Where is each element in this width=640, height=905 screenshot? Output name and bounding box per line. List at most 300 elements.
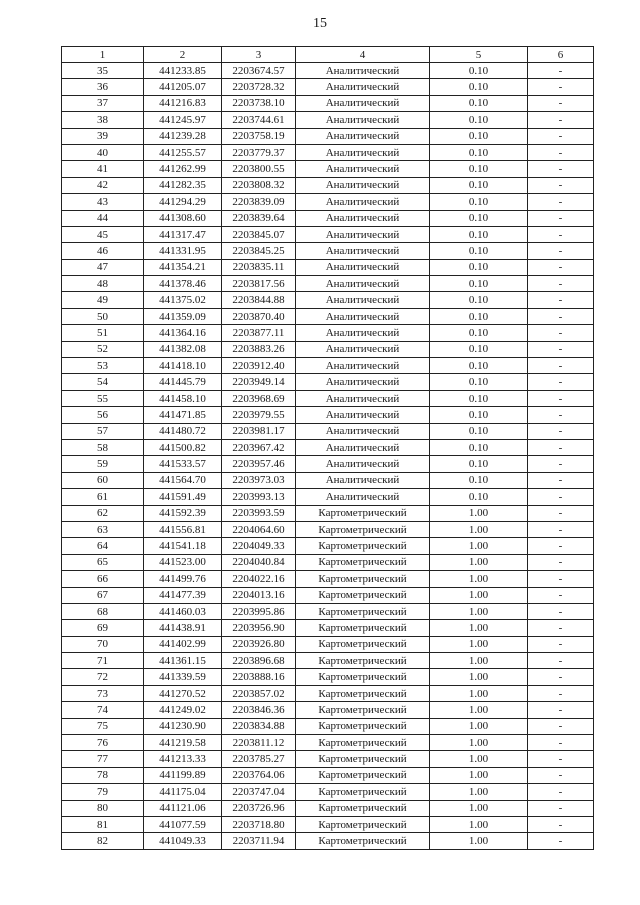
- method-cell: Картометрический: [296, 767, 430, 783]
- x-coordinate-cell: 441523.00: [144, 554, 222, 570]
- table-row: [62, 800, 594, 816]
- note-cell: -: [528, 735, 594, 751]
- x-coordinate-cell: 441382.08: [144, 341, 222, 357]
- y-coordinate-cell: 2203967.42: [222, 439, 296, 455]
- method-cell: Аналитический: [296, 144, 430, 160]
- point-number-cell: 69: [62, 620, 144, 636]
- point-number-cell: 41: [62, 161, 144, 177]
- note-cell: -: [528, 571, 594, 587]
- note-cell: -: [528, 833, 594, 849]
- x-coordinate-cell: 441460.03: [144, 603, 222, 619]
- table-row: [62, 505, 594, 521]
- y-coordinate-cell: 2203926.80: [222, 636, 296, 652]
- accuracy-cell: 1.00: [430, 833, 528, 849]
- method-cell: Картометрический: [296, 620, 430, 636]
- x-coordinate-cell: 441216.83: [144, 95, 222, 111]
- table-row: [62, 718, 594, 734]
- table-row: [62, 767, 594, 783]
- x-coordinate-cell: 441077.59: [144, 816, 222, 832]
- method-cell: Аналитический: [296, 439, 430, 455]
- accuracy-cell: 1.00: [430, 521, 528, 537]
- accuracy-cell: 0.10: [430, 374, 528, 390]
- x-coordinate-cell: 441438.91: [144, 620, 222, 636]
- method-cell: Картометрический: [296, 735, 430, 751]
- x-coordinate-cell: 441556.81: [144, 521, 222, 537]
- accuracy-cell: 1.00: [430, 669, 528, 685]
- accuracy-cell: 1.00: [430, 784, 528, 800]
- x-coordinate-cell: 441239.28: [144, 128, 222, 144]
- table-row: [62, 554, 594, 570]
- table-row: [62, 620, 594, 636]
- note-cell: -: [528, 210, 594, 226]
- method-cell: Аналитический: [296, 128, 430, 144]
- column-header-1: 1: [62, 47, 144, 63]
- point-number-cell: 61: [62, 489, 144, 505]
- point-number-cell: 56: [62, 407, 144, 423]
- table-row: [62, 95, 594, 111]
- column-header-3: 3: [222, 47, 296, 63]
- note-cell: -: [528, 112, 594, 128]
- y-coordinate-cell: 2203877.11: [222, 325, 296, 341]
- y-coordinate-cell: 2203968.69: [222, 390, 296, 406]
- method-cell: Картометрический: [296, 554, 430, 570]
- y-coordinate-cell: 2203834.88: [222, 718, 296, 734]
- y-coordinate-cell: 2203844.88: [222, 292, 296, 308]
- table-row: [62, 128, 594, 144]
- y-coordinate-cell: 2203956.90: [222, 620, 296, 636]
- method-cell: Аналитический: [296, 63, 430, 79]
- x-coordinate-cell: 441564.70: [144, 472, 222, 488]
- accuracy-cell: 0.10: [430, 292, 528, 308]
- column-header-2: 2: [144, 47, 222, 63]
- table-row: [62, 833, 594, 849]
- method-cell: Картометрический: [296, 751, 430, 767]
- y-coordinate-cell: 2203674.57: [222, 63, 296, 79]
- method-cell: Картометрический: [296, 505, 430, 521]
- x-coordinate-cell: 441364.16: [144, 325, 222, 341]
- accuracy-cell: 0.10: [430, 177, 528, 193]
- y-coordinate-cell: 2203747.04: [222, 784, 296, 800]
- accuracy-cell: 0.10: [430, 79, 528, 95]
- method-cell: Картометрический: [296, 587, 430, 603]
- note-cell: -: [528, 358, 594, 374]
- method-cell: Аналитический: [296, 308, 430, 324]
- table-row: [62, 423, 594, 439]
- y-coordinate-cell: 2203846.36: [222, 702, 296, 718]
- method-cell: Аналитический: [296, 194, 430, 210]
- x-coordinate-cell: 441121.06: [144, 800, 222, 816]
- note-cell: -: [528, 489, 594, 505]
- accuracy-cell: 0.10: [430, 210, 528, 226]
- page-number: 15: [313, 16, 327, 31]
- y-coordinate-cell: 2203883.26: [222, 341, 296, 357]
- point-number-cell: 42: [62, 177, 144, 193]
- accuracy-cell: 0.10: [430, 325, 528, 341]
- table-row: [62, 259, 594, 275]
- point-number-cell: 72: [62, 669, 144, 685]
- method-cell: Аналитический: [296, 390, 430, 406]
- x-coordinate-cell: 441262.99: [144, 161, 222, 177]
- y-coordinate-cell: 2203728.32: [222, 79, 296, 95]
- y-coordinate-cell: 2203870.40: [222, 308, 296, 324]
- x-coordinate-cell: 441255.57: [144, 144, 222, 160]
- method-cell: Картометрический: [296, 685, 430, 701]
- y-coordinate-cell: 2203779.37: [222, 144, 296, 160]
- point-number-cell: 77: [62, 751, 144, 767]
- x-coordinate-cell: 441375.02: [144, 292, 222, 308]
- x-coordinate-cell: 441378.46: [144, 276, 222, 292]
- accuracy-cell: 1.00: [430, 685, 528, 701]
- method-cell: Аналитический: [296, 161, 430, 177]
- accuracy-cell: 1.00: [430, 816, 528, 832]
- x-coordinate-cell: 441500.82: [144, 439, 222, 455]
- point-number-cell: 53: [62, 358, 144, 374]
- point-number-cell: 45: [62, 226, 144, 242]
- y-coordinate-cell: 2203800.55: [222, 161, 296, 177]
- table-row: [62, 472, 594, 488]
- y-coordinate-cell: 2204040.84: [222, 554, 296, 570]
- x-coordinate-cell: 441049.33: [144, 833, 222, 849]
- y-coordinate-cell: 2204013.16: [222, 587, 296, 603]
- accuracy-cell: 0.10: [430, 407, 528, 423]
- table-row: [62, 177, 594, 193]
- accuracy-cell: 0.10: [430, 358, 528, 374]
- table-row: [62, 751, 594, 767]
- table-row: [62, 226, 594, 242]
- x-coordinate-cell: 441213.33: [144, 751, 222, 767]
- method-cell: Аналитический: [296, 423, 430, 439]
- table-row: [62, 325, 594, 341]
- point-number-cell: 35: [62, 63, 144, 79]
- x-coordinate-cell: 441317.47: [144, 226, 222, 242]
- x-coordinate-cell: 441354.21: [144, 259, 222, 275]
- point-number-cell: 52: [62, 341, 144, 357]
- y-coordinate-cell: 2203973.03: [222, 472, 296, 488]
- accuracy-cell: 1.00: [430, 505, 528, 521]
- table-row: [62, 390, 594, 406]
- y-coordinate-cell: 2203949.14: [222, 374, 296, 390]
- x-coordinate-cell: 441541.18: [144, 538, 222, 554]
- accuracy-cell: 0.10: [430, 226, 528, 242]
- note-cell: -: [528, 538, 594, 554]
- note-cell: -: [528, 63, 594, 79]
- accuracy-cell: 0.10: [430, 472, 528, 488]
- point-number-cell: 76: [62, 735, 144, 751]
- method-cell: Аналитический: [296, 79, 430, 95]
- x-coordinate-cell: 441339.59: [144, 669, 222, 685]
- method-cell: Аналитический: [296, 407, 430, 423]
- x-coordinate-cell: 441499.76: [144, 571, 222, 587]
- point-number-cell: 81: [62, 816, 144, 832]
- accuracy-cell: 0.10: [430, 128, 528, 144]
- column-header-6: 6: [528, 47, 594, 63]
- table-row: [62, 112, 594, 128]
- x-coordinate-cell: 441219.58: [144, 735, 222, 751]
- point-number-cell: 46: [62, 243, 144, 259]
- point-number-cell: 39: [62, 128, 144, 144]
- y-coordinate-cell: 2203839.64: [222, 210, 296, 226]
- note-cell: -: [528, 620, 594, 636]
- point-number-cell: 78: [62, 767, 144, 783]
- column-header-4: 4: [296, 47, 430, 63]
- table-row: [62, 276, 594, 292]
- point-number-cell: 67: [62, 587, 144, 603]
- method-cell: Аналитический: [296, 210, 430, 226]
- method-cell: Картометрический: [296, 833, 430, 849]
- note-cell: -: [528, 194, 594, 210]
- accuracy-cell: 0.10: [430, 144, 528, 160]
- table-row: [62, 358, 594, 374]
- y-coordinate-cell: 2203808.32: [222, 177, 296, 193]
- note-cell: -: [528, 226, 594, 242]
- x-coordinate-cell: 441359.09: [144, 308, 222, 324]
- note-cell: -: [528, 505, 594, 521]
- note-cell: -: [528, 718, 594, 734]
- method-cell: Аналитический: [296, 95, 430, 111]
- note-cell: -: [528, 702, 594, 718]
- accuracy-cell: 1.00: [430, 702, 528, 718]
- note-cell: -: [528, 128, 594, 144]
- point-number-cell: 80: [62, 800, 144, 816]
- table-row: [62, 816, 594, 832]
- x-coordinate-cell: 441249.02: [144, 702, 222, 718]
- point-number-cell: 50: [62, 308, 144, 324]
- note-cell: -: [528, 407, 594, 423]
- table-row: [62, 685, 594, 701]
- note-cell: -: [528, 456, 594, 472]
- accuracy-cell: 0.10: [430, 308, 528, 324]
- y-coordinate-cell: 2203993.59: [222, 505, 296, 521]
- x-coordinate-cell: 441199.89: [144, 767, 222, 783]
- y-coordinate-cell: 2203912.40: [222, 358, 296, 374]
- table-row: [62, 456, 594, 472]
- x-coordinate-cell: 441418.10: [144, 358, 222, 374]
- table-row: [62, 161, 594, 177]
- note-cell: -: [528, 587, 594, 603]
- method-cell: Картометрический: [296, 538, 430, 554]
- method-cell: Картометрический: [296, 702, 430, 718]
- x-coordinate-cell: 441445.79: [144, 374, 222, 390]
- y-coordinate-cell: 2203839.09: [222, 194, 296, 210]
- x-coordinate-cell: 441592.39: [144, 505, 222, 521]
- x-coordinate-cell: 441205.07: [144, 79, 222, 95]
- method-cell: Аналитический: [296, 259, 430, 275]
- accuracy-cell: 1.00: [430, 636, 528, 652]
- header-row: [62, 47, 594, 63]
- y-coordinate-cell: 2203711.94: [222, 833, 296, 849]
- x-coordinate-cell: 441331.95: [144, 243, 222, 259]
- note-cell: -: [528, 472, 594, 488]
- method-cell: Аналитический: [296, 276, 430, 292]
- method-cell: Аналитический: [296, 112, 430, 128]
- method-cell: Картометрический: [296, 653, 430, 669]
- table-row: [62, 653, 594, 669]
- x-coordinate-cell: 441282.35: [144, 177, 222, 193]
- point-number-cell: 47: [62, 259, 144, 275]
- method-cell: Аналитический: [296, 325, 430, 341]
- y-coordinate-cell: 2203811.12: [222, 735, 296, 751]
- table-row: [62, 194, 594, 210]
- accuracy-cell: 0.10: [430, 341, 528, 357]
- y-coordinate-cell: 2203738.10: [222, 95, 296, 111]
- table-row: [62, 210, 594, 226]
- point-number-cell: 65: [62, 554, 144, 570]
- method-cell: Аналитический: [296, 177, 430, 193]
- y-coordinate-cell: 2203785.27: [222, 751, 296, 767]
- method-cell: Аналитический: [296, 456, 430, 472]
- accuracy-cell: 0.10: [430, 243, 528, 259]
- accuracy-cell: 0.10: [430, 489, 528, 505]
- y-coordinate-cell: 2203758.19: [222, 128, 296, 144]
- method-cell: Аналитический: [296, 374, 430, 390]
- table-row: [62, 571, 594, 587]
- point-number-cell: 73: [62, 685, 144, 701]
- y-coordinate-cell: 2204049.33: [222, 538, 296, 554]
- method-cell: Картометрический: [296, 800, 430, 816]
- note-cell: -: [528, 800, 594, 816]
- x-coordinate-cell: 441270.52: [144, 685, 222, 701]
- accuracy-cell: 0.10: [430, 439, 528, 455]
- accuracy-cell: 1.00: [430, 735, 528, 751]
- table-row: [62, 243, 594, 259]
- point-number-cell: 38: [62, 112, 144, 128]
- accuracy-cell: 1.00: [430, 538, 528, 554]
- x-coordinate-cell: 441245.97: [144, 112, 222, 128]
- point-number-cell: 57: [62, 423, 144, 439]
- note-cell: -: [528, 374, 594, 390]
- y-coordinate-cell: 2203817.56: [222, 276, 296, 292]
- table-row: [62, 63, 594, 79]
- note-cell: -: [528, 423, 594, 439]
- note-cell: -: [528, 259, 594, 275]
- accuracy-cell: 1.00: [430, 800, 528, 816]
- method-cell: Картометрический: [296, 816, 430, 832]
- note-cell: -: [528, 767, 594, 783]
- method-cell: Картометрический: [296, 718, 430, 734]
- point-number-cell: 49: [62, 292, 144, 308]
- x-coordinate-cell: 441233.85: [144, 63, 222, 79]
- y-coordinate-cell: 2203744.61: [222, 112, 296, 128]
- point-number-cell: 37: [62, 95, 144, 111]
- y-coordinate-cell: 2203764.06: [222, 767, 296, 783]
- method-cell: Аналитический: [296, 358, 430, 374]
- method-cell: Аналитический: [296, 292, 430, 308]
- x-coordinate-cell: 441294.29: [144, 194, 222, 210]
- table-row: [62, 292, 594, 308]
- accuracy-cell: 0.10: [430, 63, 528, 79]
- method-cell: Аналитический: [296, 489, 430, 505]
- accuracy-cell: 0.10: [430, 194, 528, 210]
- note-cell: -: [528, 636, 594, 652]
- note-cell: -: [528, 653, 594, 669]
- table-row: [62, 538, 594, 554]
- accuracy-cell: 0.10: [430, 161, 528, 177]
- note-cell: -: [528, 603, 594, 619]
- table-row: [62, 439, 594, 455]
- point-number-cell: 71: [62, 653, 144, 669]
- note-cell: -: [528, 177, 594, 193]
- point-number-cell: 64: [62, 538, 144, 554]
- table-row: [62, 308, 594, 324]
- x-coordinate-cell: 441402.99: [144, 636, 222, 652]
- method-cell: Картометрический: [296, 603, 430, 619]
- table-row: [62, 735, 594, 751]
- x-coordinate-cell: 441480.72: [144, 423, 222, 439]
- note-cell: -: [528, 276, 594, 292]
- table-row: [62, 374, 594, 390]
- note-cell: -: [528, 161, 594, 177]
- table-row: [62, 669, 594, 685]
- table-row: [62, 407, 594, 423]
- accuracy-cell: 1.00: [430, 767, 528, 783]
- method-cell: Аналитический: [296, 243, 430, 259]
- accuracy-cell: 1.00: [430, 587, 528, 603]
- note-cell: -: [528, 390, 594, 406]
- point-number-cell: 48: [62, 276, 144, 292]
- accuracy-cell: 1.00: [430, 554, 528, 570]
- coordinates-table: [61, 46, 594, 850]
- table-header: [62, 47, 594, 63]
- point-number-cell: 51: [62, 325, 144, 341]
- point-number-cell: 60: [62, 472, 144, 488]
- table-row: [62, 636, 594, 652]
- accuracy-cell: 0.10: [430, 456, 528, 472]
- method-cell: Картометрический: [296, 784, 430, 800]
- y-coordinate-cell: 2203981.17: [222, 423, 296, 439]
- accuracy-cell: 1.00: [430, 718, 528, 734]
- table-row: [62, 784, 594, 800]
- accuracy-cell: 0.10: [430, 423, 528, 439]
- y-coordinate-cell: 2203718.80: [222, 816, 296, 832]
- y-coordinate-cell: 2204022.16: [222, 571, 296, 587]
- point-number-cell: 40: [62, 144, 144, 160]
- note-cell: -: [528, 79, 594, 95]
- x-coordinate-cell: 441175.04: [144, 784, 222, 800]
- note-cell: -: [528, 521, 594, 537]
- point-number-cell: 66: [62, 571, 144, 587]
- table-body: [62, 63, 594, 850]
- x-coordinate-cell: 441591.49: [144, 489, 222, 505]
- table-row: [62, 603, 594, 619]
- column-header-5: 5: [430, 47, 528, 63]
- note-cell: -: [528, 95, 594, 111]
- accuracy-cell: 1.00: [430, 620, 528, 636]
- point-number-cell: 74: [62, 702, 144, 718]
- y-coordinate-cell: 2204064.60: [222, 521, 296, 537]
- point-number-cell: 44: [62, 210, 144, 226]
- y-coordinate-cell: 2203896.68: [222, 653, 296, 669]
- table-row: [62, 521, 594, 537]
- point-number-cell: 62: [62, 505, 144, 521]
- point-number-cell: 75: [62, 718, 144, 734]
- note-cell: -: [528, 816, 594, 832]
- point-number-cell: 58: [62, 439, 144, 455]
- accuracy-cell: 0.10: [430, 95, 528, 111]
- point-number-cell: 68: [62, 603, 144, 619]
- accuracy-cell: 1.00: [430, 571, 528, 587]
- point-number-cell: 55: [62, 390, 144, 406]
- x-coordinate-cell: 441230.90: [144, 718, 222, 734]
- x-coordinate-cell: 441361.15: [144, 653, 222, 669]
- note-cell: -: [528, 669, 594, 685]
- note-cell: -: [528, 554, 594, 570]
- x-coordinate-cell: 441458.10: [144, 390, 222, 406]
- point-number-cell: 63: [62, 521, 144, 537]
- table-row: [62, 489, 594, 505]
- point-number-cell: 70: [62, 636, 144, 652]
- note-cell: -: [528, 325, 594, 341]
- note-cell: -: [528, 751, 594, 767]
